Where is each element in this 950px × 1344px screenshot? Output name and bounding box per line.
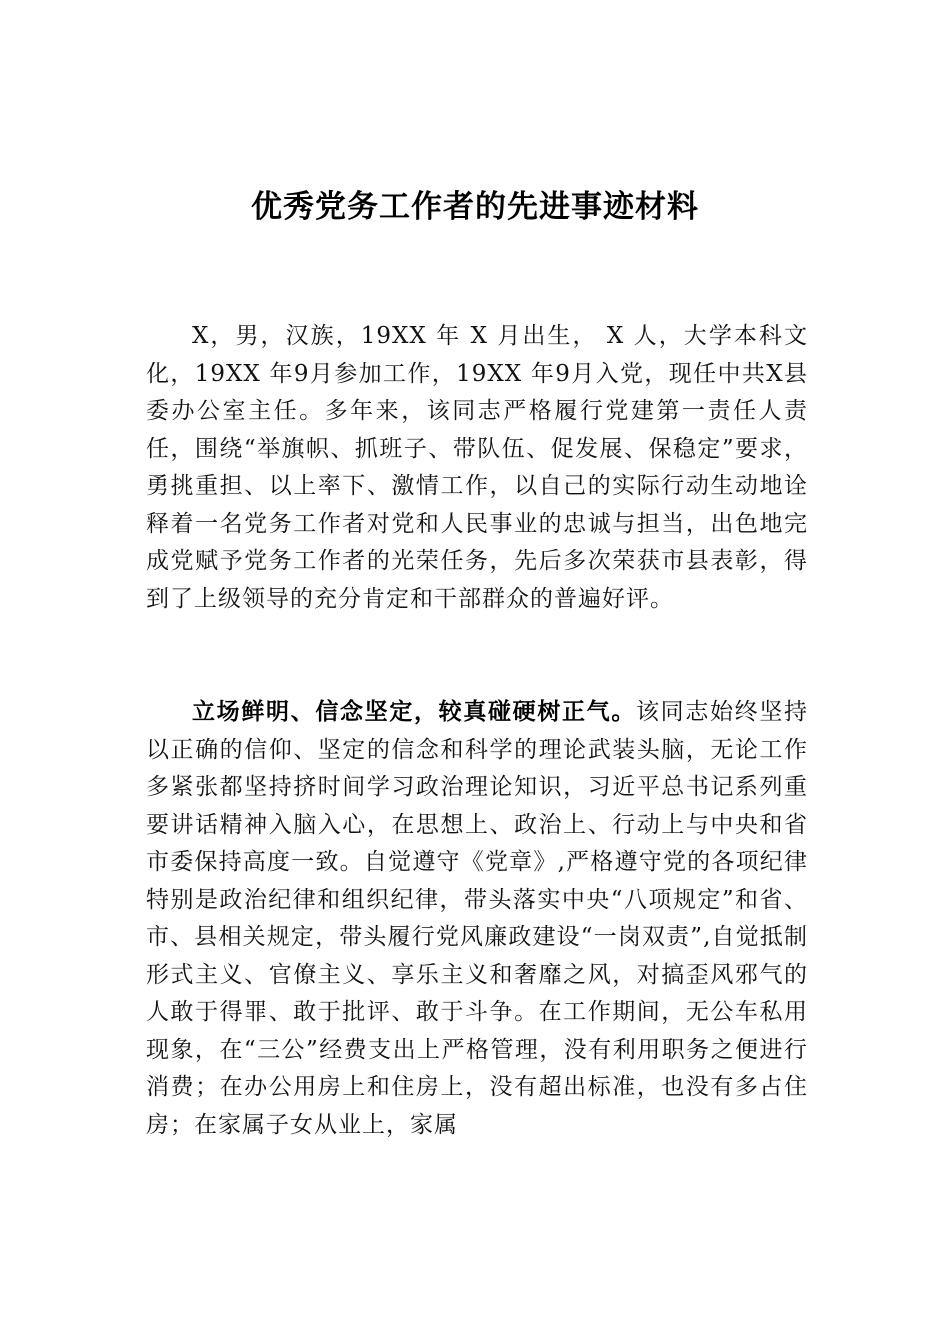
paragraph-intro: [146, 318, 808, 618]
paragraph-body: 该同志始终坚持以正确的信仰、坚定的信念和科学的理论武装头脑，无论工作多紧张都坚持挤时间学习政治理论知识，习近平总书记系列重要讲话精神入脑入心，在思想上、政治上、行动上与中央和省市委保持高度一致。自觉遵守《党章》,严格遵守党的各项纪律特别是政治纪律和组织纪律，带头落实中央“八项规定”和省、市、县相关规定，带头履行党风廉政建设“一岗双责”,自觉抵制形式主义、官僚主义、享乐主义和奢靡之风，对搞歪风邪气的人敢于得罪、敢于批评、敢于斗争。在工作期间，无公车私用现象，在“三公”经费支出上严格管理，没有利用职务之便进行消费；在办公用房上和住房上，没有超出标准，也没有多占住房；在家属子女从业上，家属: [146, 699, 809, 1138]
paragraph-body: X，男，汉族，19XX 年 X 月出生， X 人，大学本科文化，19XX 年9月参加工作，19XX 年9月入党，现任中共X县委办公室主任。多年来，该同志严格履行党建第一责任人责任，围绕“举旗帜、抓班子、带队伍、促发展、保稳定”要求，勇挑重担、以上率下、激情工作，以自己的实际行动生动地诠释着一名党务工作者对党和人民事业的忠诚与担当，出色地完成党赋予党务工作者的光荣任务，先后多次荣获市县表彰，得到了上级领导的充分肯定和干部群众的普遍好评。: [146, 323, 808, 612]
paragraph-text: [146, 318, 808, 618]
paragraph-lead-heading: 立场鲜明、信念坚定，较真碰硬树正气。: [192, 699, 636, 725]
paragraph-section-1: [146, 694, 808, 1144]
paragraph-text: [146, 694, 808, 1144]
document-title: 优秀党务工作者的先进事迹材料: [251, 189, 699, 225]
